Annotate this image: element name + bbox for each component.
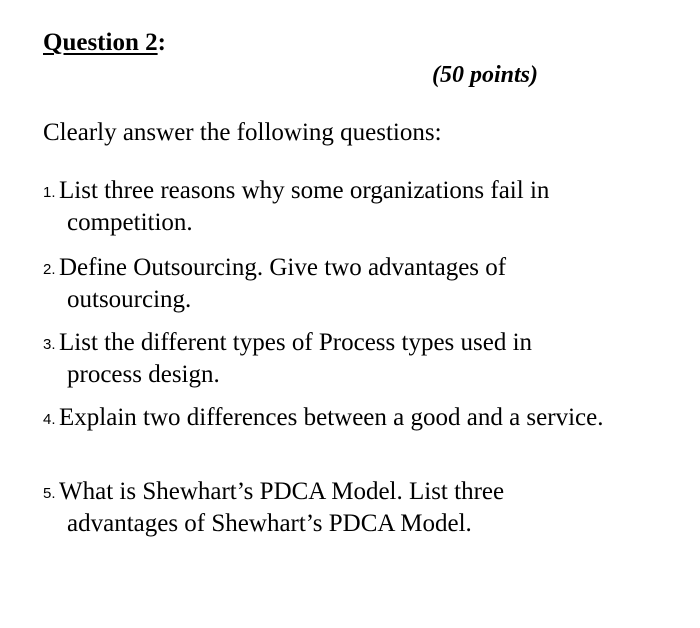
question-heading (43, 28, 166, 58)
question-heading-label: Question 2 (43, 29, 158, 56)
list-item-line: What is Shewhart’s PDCA Model. List three (59, 478, 505, 505)
list-item-line: advantages of Shewhart’s PDCA Model. (67, 510, 472, 537)
list-item-text (59, 476, 679, 540)
list-item-text (59, 175, 679, 239)
list-item-number: 5. (43, 485, 56, 502)
list-item-line: List the different types of Process types used in (59, 329, 533, 356)
list-item-line: Define Outsourcing. Give two advantages of (59, 254, 507, 281)
list-item-number: 4. (43, 411, 56, 428)
list-item-number: 3. (43, 336, 56, 353)
list-item-line: Explain two differences between a good and a service. (59, 404, 604, 431)
list-item-text (59, 327, 679, 391)
list-item-text (59, 252, 679, 316)
list-item-line: outsourcing. (67, 286, 192, 313)
list-item-line: process design. (67, 361, 220, 388)
list-item-number: 1. (43, 184, 56, 201)
list-item-line: List three reasons why some organizations fail in (59, 177, 550, 204)
list-item-number: 2. (43, 261, 56, 278)
points-label: (50 points) (432, 62, 539, 88)
list-item-text (59, 402, 679, 434)
list-item-line: competition. (67, 209, 193, 236)
instruction-text: Clearly answer the following questions: (43, 119, 442, 146)
question-heading-colon: : (157, 29, 166, 56)
